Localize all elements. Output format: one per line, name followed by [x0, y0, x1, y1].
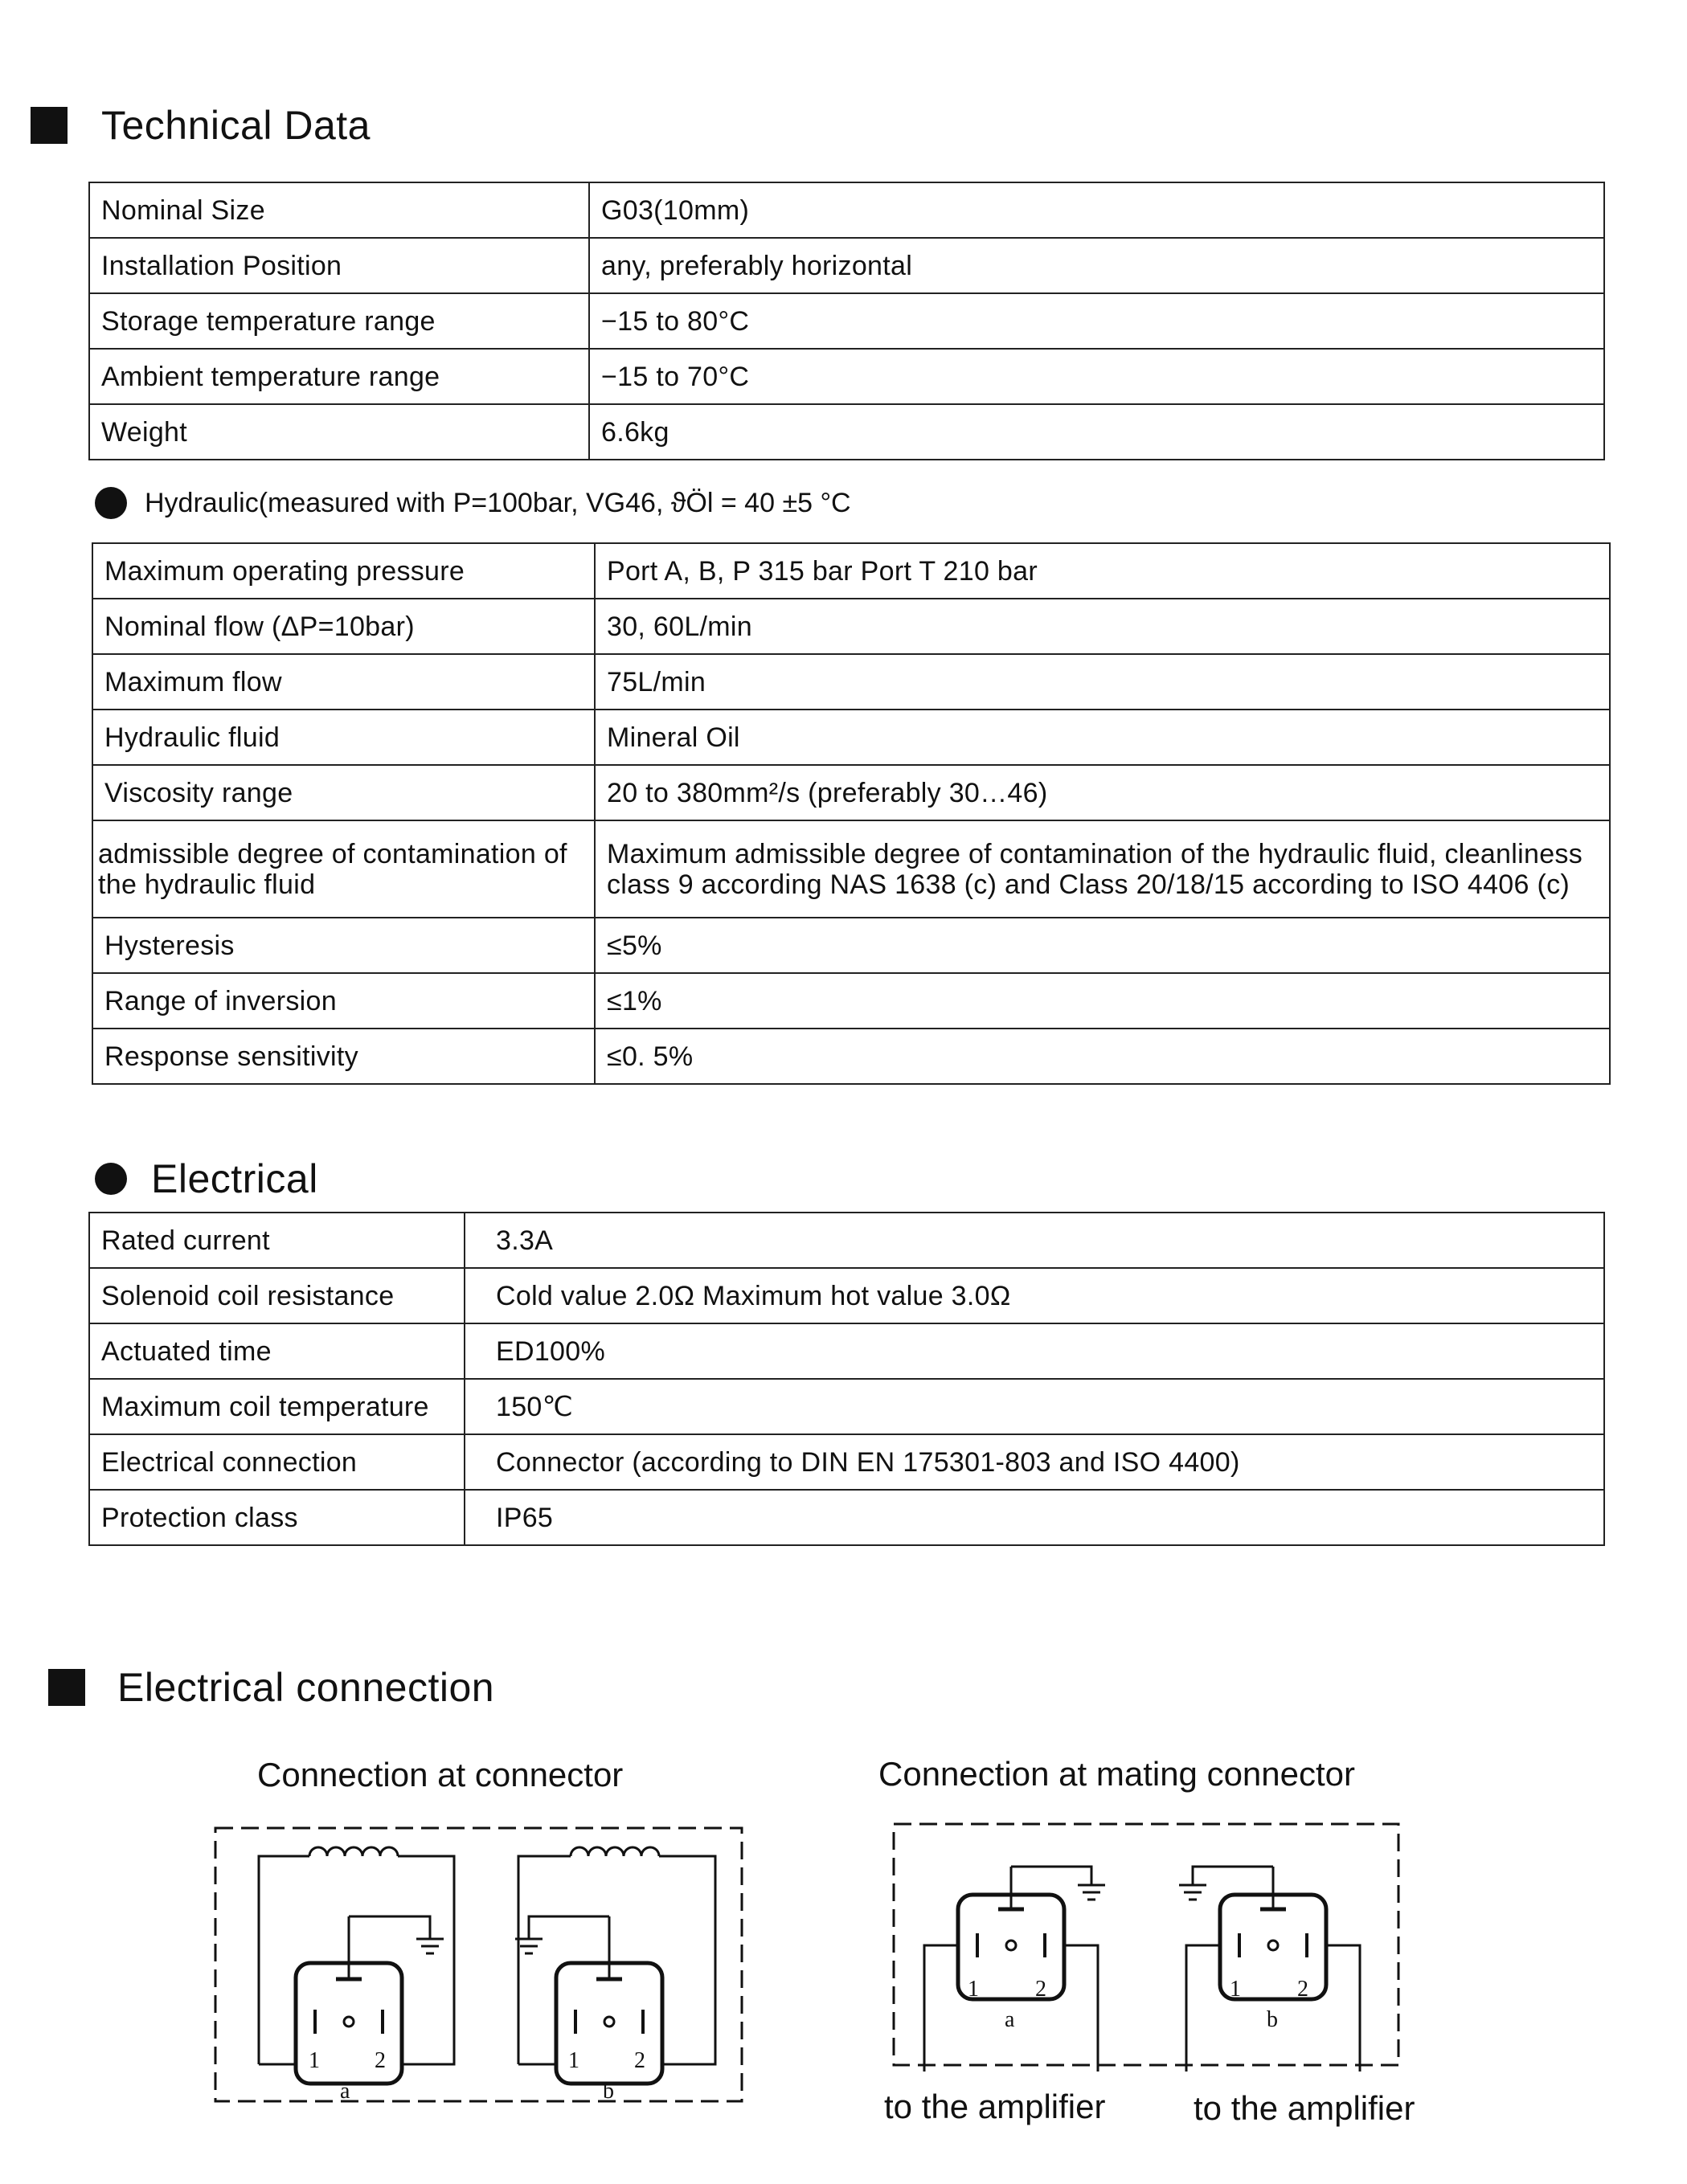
row-value: 20 to 380mm²/s (preferably 30…46): [595, 765, 1610, 820]
bullet-icon: [95, 1163, 127, 1195]
hydraulic-table: [92, 542, 1611, 1085]
row-label: Ambient temperature range: [89, 349, 589, 404]
row-value: ED100%: [465, 1323, 1604, 1379]
row-value: Mineral Oil: [595, 710, 1610, 765]
row-label: Installation Position: [89, 238, 589, 293]
connector-b: [515, 1847, 715, 2084]
table-row: [89, 293, 1604, 349]
table-row: [92, 710, 1610, 765]
row-value: 150℃: [465, 1379, 1604, 1434]
table-row: [89, 238, 1604, 293]
pin-label: 2: [634, 2048, 645, 2073]
table-row: [89, 1323, 1604, 1379]
technical-heading-text: Technical Data: [101, 103, 371, 148]
mating-connector-diagram: [884, 1814, 1415, 2088]
connector-label-b: b: [603, 2079, 614, 2104]
row-value: 30, 60L/min: [595, 599, 1610, 654]
electrical-table: [88, 1212, 1605, 1546]
row-label: Maximum operating pressure: [92, 543, 595, 599]
mating-connector-b: [1179, 1867, 1360, 2072]
row-label: Actuated time: [89, 1323, 465, 1379]
row-value: −15 to 70°C: [589, 349, 1604, 404]
table-row: [89, 1268, 1604, 1323]
table-row: [92, 918, 1610, 973]
connection-heading-text: Electrical connection: [117, 1665, 495, 1710]
row-label: Solenoid coil resistance: [89, 1268, 465, 1323]
table-row: [89, 349, 1604, 404]
row-value: G03(10mm): [589, 182, 1604, 238]
row-label: Maximum coil temperature: [89, 1379, 465, 1434]
row-value: Maximum admissible degree of contamination of the hydraulic fluid, cleanliness class 9 according NAS 1638 (c) and Class 20/18/15 according to ISO 4406 (c): [595, 820, 1610, 918]
pin-label: 2: [375, 2048, 386, 2073]
table-row: [89, 1379, 1604, 1434]
row-label: Range of inversion: [92, 973, 595, 1029]
row-value: ≤1%: [595, 973, 1610, 1029]
row-label: Viscosity range: [92, 765, 595, 820]
pin-label: 2: [1035, 1977, 1046, 2002]
hydraulic-heading-text: Hydraulic(measured with P=100bar, VG46, ϑÖl = 40 ±5 °C: [145, 487, 851, 518]
table-row: [92, 973, 1610, 1029]
connector-a: [259, 1847, 454, 2084]
row-label: Electrical connection: [89, 1434, 465, 1490]
coil-icon: [309, 1847, 398, 1856]
row-value: IP65: [465, 1490, 1604, 1545]
row-label: Maximum flow: [92, 654, 595, 710]
dashed-border: [894, 1824, 1398, 2065]
row-label: Rated current: [89, 1213, 465, 1268]
mating-connector-a: [924, 1867, 1105, 2072]
electrical-heading-text: Electrical: [151, 1156, 318, 1201]
technical-table: [88, 182, 1605, 460]
row-label: Protection class: [89, 1490, 465, 1545]
row-value: ≤0. 5%: [595, 1029, 1610, 1084]
row-label: Response sensitivity: [92, 1029, 595, 1084]
section-square-icon: [48, 1669, 85, 1706]
row-value: −15 to 80°C: [589, 293, 1604, 349]
bullet-icon: [95, 487, 127, 519]
coil-icon: [571, 1847, 659, 1856]
connector-wiring-diagram: [209, 1820, 755, 2109]
pin-label: 2: [1297, 1977, 1308, 2002]
row-label: Storage temperature range: [89, 293, 589, 349]
table-row: [89, 182, 1604, 238]
row-value: 3.3A: [465, 1213, 1604, 1268]
row-label: Nominal flow (ΔP=10bar): [92, 599, 595, 654]
row-label: admissible degree of contamination of the hydraulic fluid: [92, 820, 595, 918]
table-row: [92, 1029, 1610, 1084]
left-diagram-title: Connection at connector: [257, 1756, 624, 1793]
table-row: [92, 765, 1610, 820]
pin-label: 1: [1230, 1977, 1241, 2002]
row-value: Port A, B, P 315 bar Port T 210 bar: [595, 543, 1610, 599]
table-row: [89, 404, 1604, 460]
section-square-icon: [31, 107, 68, 144]
table-row: [89, 1213, 1604, 1268]
pin-label: 1: [309, 2048, 320, 2073]
row-label: Hydraulic fluid: [92, 710, 595, 765]
connection-heading: [48, 1664, 494, 1711]
connector-label-a: a: [340, 2079, 350, 2104]
technical-heading: [31, 102, 371, 149]
row-value: 75L/min: [595, 654, 1610, 710]
table-row: [92, 820, 1610, 918]
table-row: [89, 1434, 1604, 1490]
row-value: Cold value 2.0Ω Maximum hot value 3.0Ω: [465, 1268, 1604, 1323]
amplifier-label-left: to the amplifier: [884, 2088, 1106, 2125]
hydraulic-heading: [95, 487, 851, 519]
table-row: [92, 654, 1610, 710]
amplifier-label-right: to the amplifier: [1194, 2089, 1415, 2127]
table-row: [89, 1490, 1604, 1545]
right-diagram-title: Connection at mating connector: [878, 1755, 1356, 1793]
electrical-heading: [95, 1155, 318, 1202]
connector-label-a: a: [1005, 2007, 1015, 2032]
connector-label-b: b: [1267, 2007, 1278, 2032]
row-value: Connector (according to DIN EN 175301-803 and ISO 4400): [465, 1434, 1604, 1490]
pin-label: 1: [968, 1977, 979, 2002]
row-label: Nominal Size: [89, 182, 589, 238]
row-label: Weight: [89, 404, 589, 460]
table-row: [92, 543, 1610, 599]
table-row: [92, 599, 1610, 654]
pin-label: 1: [568, 2048, 579, 2073]
row-label: Hysteresis: [92, 918, 595, 973]
row-value: ≤5%: [595, 918, 1610, 973]
row-value: 6.6kg: [589, 404, 1604, 460]
row-value: any, preferably horizontal: [589, 238, 1604, 293]
